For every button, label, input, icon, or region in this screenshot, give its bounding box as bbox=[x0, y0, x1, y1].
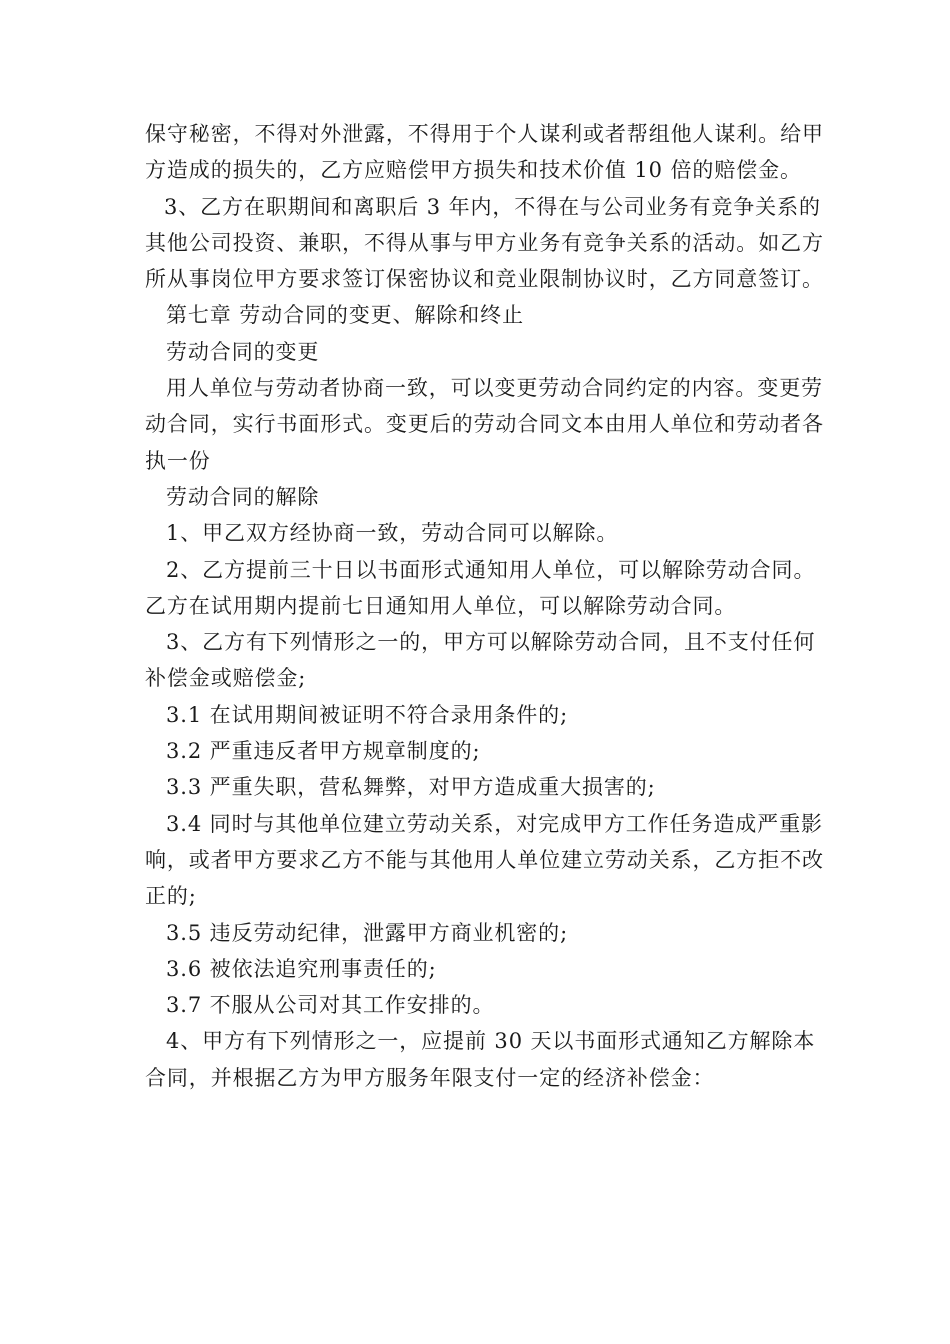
section-heading-change: 劳动合同的变更 bbox=[166, 339, 320, 364]
clause-2: 2、乙方提前三十日以书面形式通知用人单位，可以解除劳动合同。乙方在试用期内提前七日通知用人单位，可以解除劳动合同。 bbox=[145, 557, 816, 618]
clause-4: 4、甲方有下列情形之一，应提前 30 天以书面形式通知乙方解除本合同，并根据乙方为甲方服务年限支付一定的经济补偿金： bbox=[145, 1029, 816, 1090]
paragraph-change: 用人单位与劳动者协商一致，可以变更劳动合同约定的内容。变更劳动合同，实行书面形式。变更后的劳动合同文本由用人单位和劳动者各执一份 bbox=[145, 376, 824, 473]
clause-1: 1、甲乙双方经协商一致，劳动合同可以解除。 bbox=[166, 521, 619, 546]
clause-3-2: 3.2 严重违反者甲方规章制度的; bbox=[166, 739, 481, 764]
clause-3-1: 3.1 在试用期间被证明不符合录用条件的; bbox=[166, 702, 569, 727]
clause-3-5: 3.5 违反劳动纪律，泄露甲方商业机密的; bbox=[166, 920, 569, 945]
clause-3-6: 3.6 被依法追究刑事责任的; bbox=[166, 956, 437, 981]
clause-3: 3、乙方有下列情形之一的，甲方可以解除劳动合同，且不支付任何补偿金或赔偿金; bbox=[145, 630, 816, 691]
paragraph-confidentiality: 保守秘密，不得对外泄露，不得用于个人谋利或者帮组他人谋利。给甲方造成的损失的，乙方应赔偿甲方损失和技术价值 10 倍的赔偿金。 bbox=[145, 122, 824, 183]
clause-3-7: 3.7 不服从公司对其工作安排的。 bbox=[166, 993, 495, 1018]
section-heading-termination: 劳动合同的解除 bbox=[166, 484, 320, 509]
paragraph-clause-3-non-compete: 3、乙方在职期间和离职后 3 年内，不得在与公司业务有竞争关系的其他公司投资、兼职，不得从事与甲方业务有竞争关系的活动。如乙方所从事岗位甲方要求签订保密协议和竞业限制协议时，乙方同意签订。 bbox=[145, 194, 824, 292]
clause-3-3: 3.3 严重失职，营私舞弊，对甲方造成重大损害的; bbox=[166, 775, 656, 800]
chapter-heading: 第七章 劳动合同的变更、解除和终止 bbox=[166, 303, 524, 328]
clause-3-4: 3.4 同时与其他单位建立劳动关系，对完成甲方工作任务造成严重影响，或者甲方要求乙方不能与其他用人单位建立劳动关系，乙方拒不改正的; bbox=[145, 811, 824, 909]
document-body bbox=[145, 116, 825, 1096]
